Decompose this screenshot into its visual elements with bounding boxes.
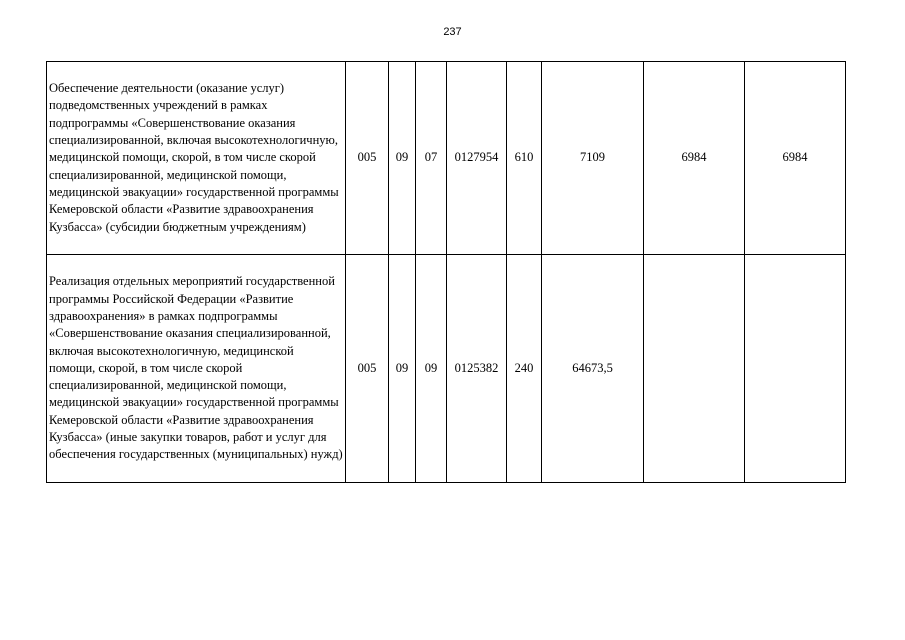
ministry-code: 005 (346, 255, 389, 483)
subsection-code: 09 (416, 255, 447, 483)
expense-type-code: 240 (507, 255, 542, 483)
amount-year-3 (745, 255, 846, 483)
expense-type-code: 610 (507, 62, 542, 255)
amount-year-2 (644, 255, 745, 483)
amount-year-1: 7109 (542, 62, 644, 255)
subsection-code: 07 (416, 62, 447, 255)
section-code: 09 (389, 62, 416, 255)
row-description: Реализация отдельных мероприятий государственной программы Российской Федерации «Развитие здравоохранения» в рамках подпрограммы «Совершенствование оказания специализированной, включая высокотехнологичную, медицинской помощи, скорой, в том числе скорой специализированной, медицинской помощи, медицинской эвакуации» государственной программы Кемеровской области «Развитие здравоохранения Кузбасса» (иные закупки товаров, работ и услуг для обеспечения государственных (муниципальных) нужд) (47, 255, 346, 483)
target-article-code: 0125382 (447, 255, 507, 483)
target-article-code: 0127954 (447, 62, 507, 255)
table-row (47, 255, 846, 483)
table-row (47, 62, 846, 255)
amount-year-1: 64673,5 (542, 255, 644, 483)
section-code: 09 (389, 255, 416, 483)
amount-year-2: 6984 (644, 62, 745, 255)
page-number: 237 (443, 26, 462, 38)
amount-year-3: 6984 (745, 62, 846, 255)
row-description: Обеспечение деятельности (оказание услуг) подведомственных учреждений в рамках подпрограммы «Совершенствование оказания специализированной, включая высокотехнологичную, медицинской помощи, скорой, в том числе скорой специализированной, медицинской помощи, медицинской эвакуации» государственной программы Кемеровской области «Развитие здравоохранения Кузбасса» (субсидии бюджетным учреждениям) (47, 62, 346, 255)
budget-table (46, 61, 846, 483)
ministry-code: 005 (346, 62, 389, 255)
